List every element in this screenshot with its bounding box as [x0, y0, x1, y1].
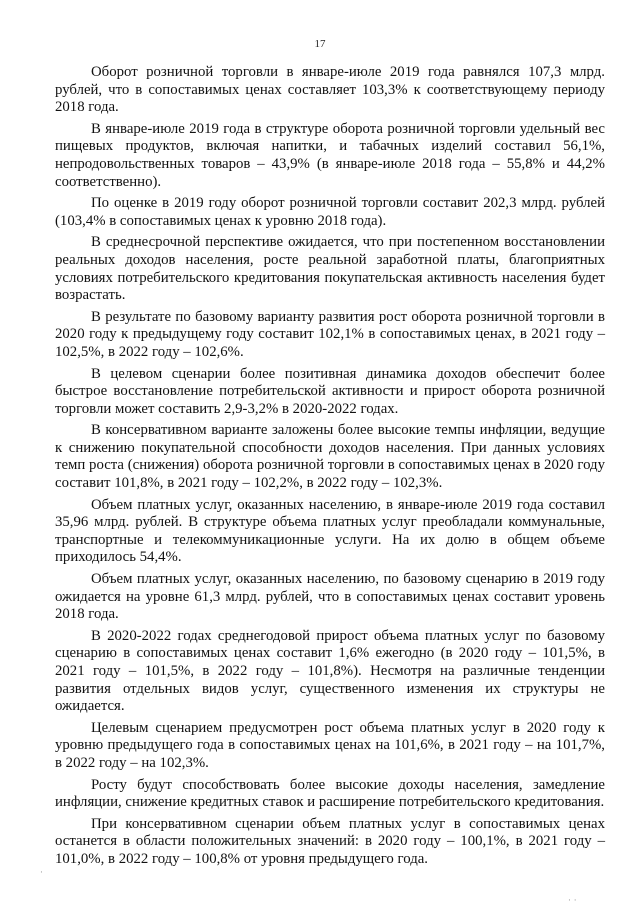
scan-speck: · [40, 868, 43, 878]
page-number: 17 [314, 38, 326, 50]
paragraph-medium-term-outlook: В среднесрочной перспективе ожидается, что при постепенном восстановлении реальных доходов населения, росте реальной заработной платы, благоприятных условиях потребительского кредитования покупательская активность населения будет возрастать. [55, 234, 605, 304]
paragraph-retail-turnover-jan-jul: Оборот розничной торговли в январе-июле 2019 года равнялся 107,3 млрд. рублей, что в сопоставимых ценах составляет 103,3% к соответствующему периоду 2018 года. [55, 64, 605, 116]
paragraph-growth-factors: Росту будут способствовать более высокие доходы населения, замедление инфляции, снижение кредитных ставок и расширение потребительского кредитования. [55, 776, 605, 811]
paragraph-paid-services-conservative: При консервативном сценарии объем платных услуг в сопоставимых ценах останется в области положительных значений: в 2020 году – 100,1%, в 2021 году – 101,0%, в 2022 году – 100,8% от уровня предыдущего года. [55, 815, 605, 867]
paragraph-paid-services-2019: Объем платных услуг, оказанных населению, по базовому сценарию в 2019 году ожидается на уровне 61,3 млрд. рублей, что в сопоставимых ценах составит уровень 2018 года. [55, 571, 605, 623]
paragraph-paid-services-target: Целевым сценарием предусмотрен рост объема платных услуг в 2020 году к уровню предыдущего года в сопоставимых ценах на 101,6%, в 2021 году – на 101,7%, в 2022 году – на 102,3%. [55, 719, 605, 771]
body-text [55, 64, 605, 873]
paragraph-paid-services-jan-jul: Объем платных услуг, оказанных населению, в январе-июле 2019 года составил 35,96 млрд. рублей. В структуре объема платных услуг преобладали коммунальные, транспортные и телекоммуникационные услуги. На их долю в общем объеме приходилось 54,4%. [55, 496, 605, 566]
paragraph-retail-structure: В январе-июле 2019 года в структуре оборота розничной торговли удельный вес пищевых продуктов, включая напитки, и табачных изделий составил 56,1%, непродовольственных товаров – 43,9% (в январе-июле 2018 года – 55,8% и 44,2% соответственно). [55, 120, 605, 190]
paragraph-paid-services-base-2020-2022: В 2020-2022 годах среднегодовой прирост объема платных услуг по базовому сценарию в сопоставимых ценах составит 1,6% ежегодно (в 2020 году – 101,5%, в 2021 году – 101,5%, в 2022 году – 101,8%). Несмотря на различные тенденции развития отдельных видов услуг, существенного изменения их структуры не ожидается. [55, 627, 605, 715]
paragraph-base-scenario-retail: В результате по базовому варианту развития рост оборота розничной торговли в 2020 году к предыдущему году составит 102,1% в сопоставимых ценах, в 2021 году – 102,5%, в 2022 году – 102,6%. [55, 308, 605, 360]
paragraph-retail-estimate-2019: По оценке в 2019 году оборот розничной торговли составит 202,3 млрд. рублей (103,4% в сопоставимых ценах к уровню 2018 года). [55, 195, 605, 229]
paragraph-conservative-scenario-retail: В консервативном варианте заложены более высокие темпы инфляции, ведущие к снижению покупательной способности доходов населения. При данных условиях темп роста (снижения) оборота розничной торговли в сопоставимых ценах в 2020 году составит 101,8%, в 2021 году – 102,2%, в 2022 году – 102,3%. [55, 422, 605, 492]
scan-speck: · · [568, 896, 577, 906]
paragraph-target-scenario-retail: В целевом сценарии более позитивная динамика доходов обеспечит более быстрое восстановление потребительской активности и прирост оборота розничной торговли может составить 2,9-3,2% в 2020-2022 годах. [55, 365, 605, 417]
